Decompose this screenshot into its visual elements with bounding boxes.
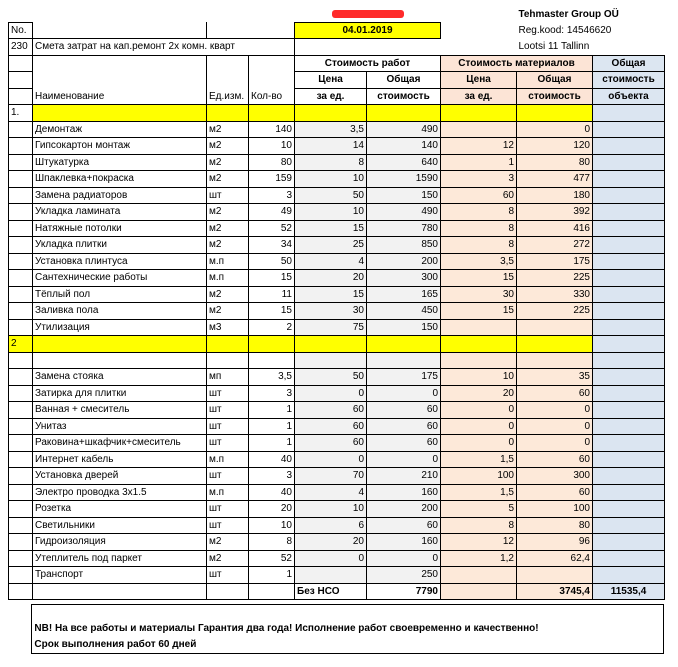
- material-total: 272: [517, 237, 593, 254]
- item-name: Установка плинтуса: [33, 253, 207, 270]
- company-name: Tehmaster Group OÜ: [518, 8, 619, 20]
- material-unit-price: 12: [441, 138, 517, 155]
- item-qty: 3: [249, 187, 295, 204]
- work-unit-price: 0: [295, 550, 367, 567]
- item-unit: м.п: [207, 484, 249, 501]
- item-qty: 11: [249, 286, 295, 303]
- table-row: [9, 253, 665, 270]
- object-grand-total: 11535,4: [593, 583, 665, 600]
- table-row: [9, 501, 665, 518]
- item-name: Ванная + смеситель: [33, 402, 207, 419]
- table-row: [9, 567, 665, 584]
- material-unit-price: 8: [441, 517, 517, 534]
- material-total: [517, 567, 593, 584]
- material-total: 180: [517, 187, 593, 204]
- material-total: 35: [517, 369, 593, 386]
- material-unit-price: [441, 319, 517, 336]
- material-total: 96: [517, 534, 593, 551]
- unit-column-header: Ед.изм.: [207, 88, 249, 105]
- item-qty: 140: [249, 121, 295, 138]
- item-unit: м2: [207, 171, 249, 188]
- material-unit-price: 0: [441, 435, 517, 452]
- item-qty: 49: [249, 204, 295, 221]
- table-row: [9, 517, 665, 534]
- object-total-cell: [593, 237, 665, 254]
- item-qty: 1: [249, 567, 295, 584]
- item-name: Транспорт: [33, 567, 207, 584]
- item-qty: 34: [249, 237, 295, 254]
- table-row: [9, 435, 665, 452]
- work-unit-price: 20: [295, 534, 367, 551]
- object-total-cell: [593, 484, 665, 501]
- name-column-header: Наименование: [33, 88, 207, 105]
- item-name: Замена радиаторов: [33, 187, 207, 204]
- work-total: 0: [367, 385, 441, 402]
- object-total-cell: [593, 319, 665, 336]
- material-unit-price: 8: [441, 204, 517, 221]
- work-total: 490: [367, 204, 441, 221]
- work-unit-price: 15: [295, 220, 367, 237]
- material-total: 100: [517, 501, 593, 518]
- material-unit-price: 5: [441, 501, 517, 518]
- material-total: 0: [517, 402, 593, 419]
- work-total: 450: [367, 303, 441, 320]
- work-total: 200: [367, 501, 441, 518]
- material-total: 62,4: [517, 550, 593, 567]
- table-row: [9, 154, 665, 171]
- object-total-cell: [593, 550, 665, 567]
- object-total-cell: [593, 468, 665, 485]
- object-total-cell: [593, 303, 665, 320]
- object-total-cell: [593, 286, 665, 303]
- item-name: Натяжные потолки: [33, 220, 207, 237]
- work-unit-price: 50: [295, 187, 367, 204]
- term-note: Срок выполнения работ 60 дней: [32, 637, 664, 654]
- work-unit-price: [295, 567, 367, 584]
- item-unit: шт: [207, 187, 249, 204]
- work-per-unit-header: за ед.: [295, 88, 367, 105]
- item-qty: 15: [249, 270, 295, 287]
- material-unit-price: 1,5: [441, 484, 517, 501]
- item-unit: м3: [207, 319, 249, 336]
- material-total: 477: [517, 171, 593, 188]
- material-unit-price: 15: [441, 303, 517, 320]
- material-unit-price: 8: [441, 220, 517, 237]
- estimate-table: [8, 6, 665, 600]
- object-total-cell: [593, 253, 665, 270]
- notes-table: [8, 604, 664, 654]
- material-total: 225: [517, 303, 593, 320]
- section-1-label: 1.: [9, 105, 33, 122]
- item-name: Шпаклевка+покраска: [33, 171, 207, 188]
- item-name: Интернет кабель: [33, 451, 207, 468]
- work-total: 150: [367, 187, 441, 204]
- work-cost-subheader: стоимость: [367, 88, 441, 105]
- item-name: Штукатурка: [33, 154, 207, 171]
- material-total: 416: [517, 220, 593, 237]
- material-unit-price: 10: [441, 369, 517, 386]
- work-price-header: Цена: [295, 72, 367, 89]
- item-unit: шт: [207, 435, 249, 452]
- item-name: Укладка ламината: [33, 204, 207, 221]
- table-row: [9, 385, 665, 402]
- material-total: 0: [517, 435, 593, 452]
- work-total: 150: [367, 319, 441, 336]
- work-total: 200: [367, 253, 441, 270]
- item-unit: шт: [207, 468, 249, 485]
- item-unit: м2: [207, 121, 249, 138]
- item-qty: 40: [249, 451, 295, 468]
- company-address: Lootsi 11 Tallinn: [518, 41, 590, 52]
- item-qty: 1: [249, 418, 295, 435]
- work-unit-price: 8: [295, 154, 367, 171]
- work-total: 0: [367, 451, 441, 468]
- material-unit-price: 1,2: [441, 550, 517, 567]
- item-unit: шт: [207, 501, 249, 518]
- work-unit-price: 3,5: [295, 121, 367, 138]
- item-name: Гипсокартон монтаж: [33, 138, 207, 155]
- work-unit-price: 0: [295, 451, 367, 468]
- material-unit-price: 1,5: [441, 451, 517, 468]
- item-unit: шт: [207, 418, 249, 435]
- work-unit-price: 4: [295, 253, 367, 270]
- item-qty: 3: [249, 385, 295, 402]
- item-unit: шт: [207, 567, 249, 584]
- material-unit-price: 8: [441, 237, 517, 254]
- object-total-cell: [593, 138, 665, 155]
- header-row-2: [9, 22, 665, 39]
- object-total-cell: [593, 385, 665, 402]
- material-total: 300: [517, 468, 593, 485]
- object-total-cell: [593, 501, 665, 518]
- section-2-row: [9, 336, 665, 353]
- material-per-unit-header: за ед.: [441, 88, 517, 105]
- totals-label: Без НСО: [295, 583, 367, 600]
- item-qty: 1: [249, 402, 295, 419]
- no-label: No.: [9, 22, 33, 39]
- item-name: Гидроизоляция: [33, 534, 207, 551]
- work-unit-price: 30: [295, 303, 367, 320]
- table-row: [9, 451, 665, 468]
- table-row: [9, 303, 665, 320]
- work-total: 250: [367, 567, 441, 584]
- material-total: [517, 319, 593, 336]
- item-unit: шт: [207, 402, 249, 419]
- item-name: Раковина+шкафчик+смеситель: [33, 435, 207, 452]
- work-unit-price: 6: [295, 517, 367, 534]
- item-unit: м.п: [207, 451, 249, 468]
- table-row: [9, 121, 665, 138]
- estimate-sheet: [8, 6, 664, 654]
- document-title: Смета затрат на кап.ремонт 2х комн. кварт: [33, 39, 295, 56]
- work-total: 1590: [367, 171, 441, 188]
- work-total: 0: [367, 550, 441, 567]
- object-total-cell: [593, 451, 665, 468]
- header-row-3: [9, 39, 665, 56]
- header-row-1: [9, 6, 665, 22]
- section-1-row: [9, 105, 665, 122]
- totals-row: [9, 583, 665, 600]
- item-name: Унитаз: [33, 418, 207, 435]
- item-unit: шт: [207, 385, 249, 402]
- material-total: 60: [517, 385, 593, 402]
- work-total: 850: [367, 237, 441, 254]
- item-name: Электро проводка 3х1.5: [33, 484, 207, 501]
- item-qty: 15: [249, 303, 295, 320]
- work-grand-total: 7790: [367, 583, 441, 600]
- work-total: 640: [367, 154, 441, 171]
- material-total: 0: [517, 418, 593, 435]
- work-unit-price: 20: [295, 270, 367, 287]
- material-unit-price: 60: [441, 187, 517, 204]
- material-total: 0: [517, 121, 593, 138]
- item-unit: м2: [207, 204, 249, 221]
- work-unit-price: 60: [295, 402, 367, 419]
- work-total: 780: [367, 220, 441, 237]
- material-total: 80: [517, 517, 593, 534]
- work-total: 210: [367, 468, 441, 485]
- work-total-header: Общая: [367, 72, 441, 89]
- item-qty: 20: [249, 501, 295, 518]
- qty-column-header: Кол-во: [249, 88, 295, 105]
- item-unit: м2: [207, 550, 249, 567]
- table-row: [9, 468, 665, 485]
- material-grand-total: 3745,4: [517, 583, 593, 600]
- work-unit-price: 15: [295, 286, 367, 303]
- item-unit: м2: [207, 286, 249, 303]
- table-row: [9, 171, 665, 188]
- item-unit: м.п: [207, 270, 249, 287]
- item-qty: 3: [249, 468, 295, 485]
- object-total-cell: [593, 220, 665, 237]
- table-row: [9, 138, 665, 155]
- material-total: 175: [517, 253, 593, 270]
- item-qty: 10: [249, 517, 295, 534]
- work-total: 165: [367, 286, 441, 303]
- table-row: [9, 484, 665, 501]
- work-total: 160: [367, 534, 441, 551]
- table-row: [9, 286, 665, 303]
- work-unit-price: 10: [295, 171, 367, 188]
- work-unit-price: 70: [295, 468, 367, 485]
- item-name: Установка дверей: [33, 468, 207, 485]
- material-total: 330: [517, 286, 593, 303]
- item-unit: м2: [207, 154, 249, 171]
- document-number: 230: [9, 39, 33, 56]
- material-unit-price: 100: [441, 468, 517, 485]
- object-total-cell: [593, 270, 665, 287]
- item-name: Розетка: [33, 501, 207, 518]
- column-header-row-1: [9, 55, 665, 72]
- object-total-cell: [593, 121, 665, 138]
- material-total: 392: [517, 204, 593, 221]
- item-unit: шт: [207, 517, 249, 534]
- table-row: [9, 220, 665, 237]
- material-total: 225: [517, 270, 593, 287]
- material-total: 60: [517, 484, 593, 501]
- material-price-header: Цена: [441, 72, 517, 89]
- work-unit-price: 25: [295, 237, 367, 254]
- work-unit-price: 14: [295, 138, 367, 155]
- item-qty: 10: [249, 138, 295, 155]
- redacted-mark: [295, 6, 441, 22]
- table-row: [9, 534, 665, 551]
- work-unit-price: 60: [295, 435, 367, 452]
- work-unit-price: 4: [295, 484, 367, 501]
- material-unit-price: 0: [441, 418, 517, 435]
- material-unit-price: 15: [441, 270, 517, 287]
- item-qty: 52: [249, 550, 295, 567]
- item-name: Утеплитель под паркет: [33, 550, 207, 567]
- item-qty: 40: [249, 484, 295, 501]
- item-name: Затирка для плитки: [33, 385, 207, 402]
- item-unit: м2: [207, 534, 249, 551]
- item-qty: 2: [249, 319, 295, 336]
- work-unit-price: 10: [295, 501, 367, 518]
- object-total-header-3: объекта: [593, 88, 665, 105]
- item-qty: 3,5: [249, 369, 295, 386]
- material-unit-price: 0: [441, 402, 517, 419]
- warranty-note: NB! На все работы и материалы Гарантия два года! Исполнение работ своевременно и качественно!: [32, 621, 664, 637]
- work-total: 60: [367, 418, 441, 435]
- material-unit-price: 12: [441, 534, 517, 551]
- material-total: 80: [517, 154, 593, 171]
- material-cost-header: Стоимость материалов: [441, 55, 593, 72]
- table-row: [9, 369, 665, 386]
- object-total-cell: [593, 204, 665, 221]
- object-total-cell: [593, 171, 665, 188]
- material-unit-price: [441, 121, 517, 138]
- object-total-cell: [593, 418, 665, 435]
- item-qty: 1: [249, 435, 295, 452]
- table-row: [9, 319, 665, 336]
- work-total: 140: [367, 138, 441, 155]
- work-total: 60: [367, 517, 441, 534]
- item-unit: мп: [207, 369, 249, 386]
- table-row: [9, 270, 665, 287]
- object-total-cell: [593, 154, 665, 171]
- material-cost-subheader: стоимость: [517, 88, 593, 105]
- work-total: 175: [367, 369, 441, 386]
- item-qty: 52: [249, 220, 295, 237]
- work-total: 490: [367, 121, 441, 138]
- section-2-label: 2: [9, 336, 33, 353]
- material-total: 120: [517, 138, 593, 155]
- table-row: [9, 402, 665, 419]
- document-date: 04.01.2019: [295, 22, 441, 39]
- object-total-cell: [593, 517, 665, 534]
- item-name: Сантехнические работы: [33, 270, 207, 287]
- work-total: 160: [367, 484, 441, 501]
- object-total-header-2: стоимость: [593, 72, 665, 89]
- table-row: [9, 187, 665, 204]
- item-unit: м.п: [207, 253, 249, 270]
- object-total-cell: [593, 187, 665, 204]
- object-total-cell: [593, 435, 665, 452]
- item-unit: м2: [207, 303, 249, 320]
- work-total: 300: [367, 270, 441, 287]
- work-total: 60: [367, 435, 441, 452]
- material-unit-price: [441, 567, 517, 584]
- item-qty: 8: [249, 534, 295, 551]
- work-unit-price: 75: [295, 319, 367, 336]
- item-name: Тёплый пол: [33, 286, 207, 303]
- item-qty: 50: [249, 253, 295, 270]
- object-total-cell: [593, 567, 665, 584]
- table-row: [9, 550, 665, 567]
- work-total: 60: [367, 402, 441, 419]
- item-name: Утилизация: [33, 319, 207, 336]
- work-cost-header: Стоимость работ: [295, 55, 441, 72]
- object-total-cell: [593, 534, 665, 551]
- item-qty: 159: [249, 171, 295, 188]
- material-unit-price: 30: [441, 286, 517, 303]
- object-total-cell: [593, 369, 665, 386]
- material-total: 60: [517, 451, 593, 468]
- table-row: [9, 418, 665, 435]
- item-name: Светильники: [33, 517, 207, 534]
- item-name: Демонтаж: [33, 121, 207, 138]
- item-qty: 80: [249, 154, 295, 171]
- material-unit-price: 3: [441, 171, 517, 188]
- work-unit-price: 60: [295, 418, 367, 435]
- work-unit-price: 10: [295, 204, 367, 221]
- column-header-row-2: [9, 72, 665, 89]
- table-row: [9, 237, 665, 254]
- table-row: [9, 204, 665, 221]
- item-name: Замена стояка: [33, 369, 207, 386]
- column-header-row-3: [9, 88, 665, 105]
- material-total-header: Общая: [517, 72, 593, 89]
- item-name: Заливка пола: [33, 303, 207, 320]
- item-unit: м2: [207, 220, 249, 237]
- material-unit-price: 20: [441, 385, 517, 402]
- work-unit-price: 50: [295, 369, 367, 386]
- work-unit-price: 0: [295, 385, 367, 402]
- item-unit: м2: [207, 138, 249, 155]
- reg-code: Reg.kood: 14546620: [518, 24, 612, 36]
- material-unit-price: 3,5: [441, 253, 517, 270]
- material-unit-price: 1: [441, 154, 517, 171]
- object-total-header-1: Общая: [593, 55, 665, 72]
- item-name: Укладка плитки: [33, 237, 207, 254]
- item-unit: м2: [207, 237, 249, 254]
- object-total-cell: [593, 402, 665, 419]
